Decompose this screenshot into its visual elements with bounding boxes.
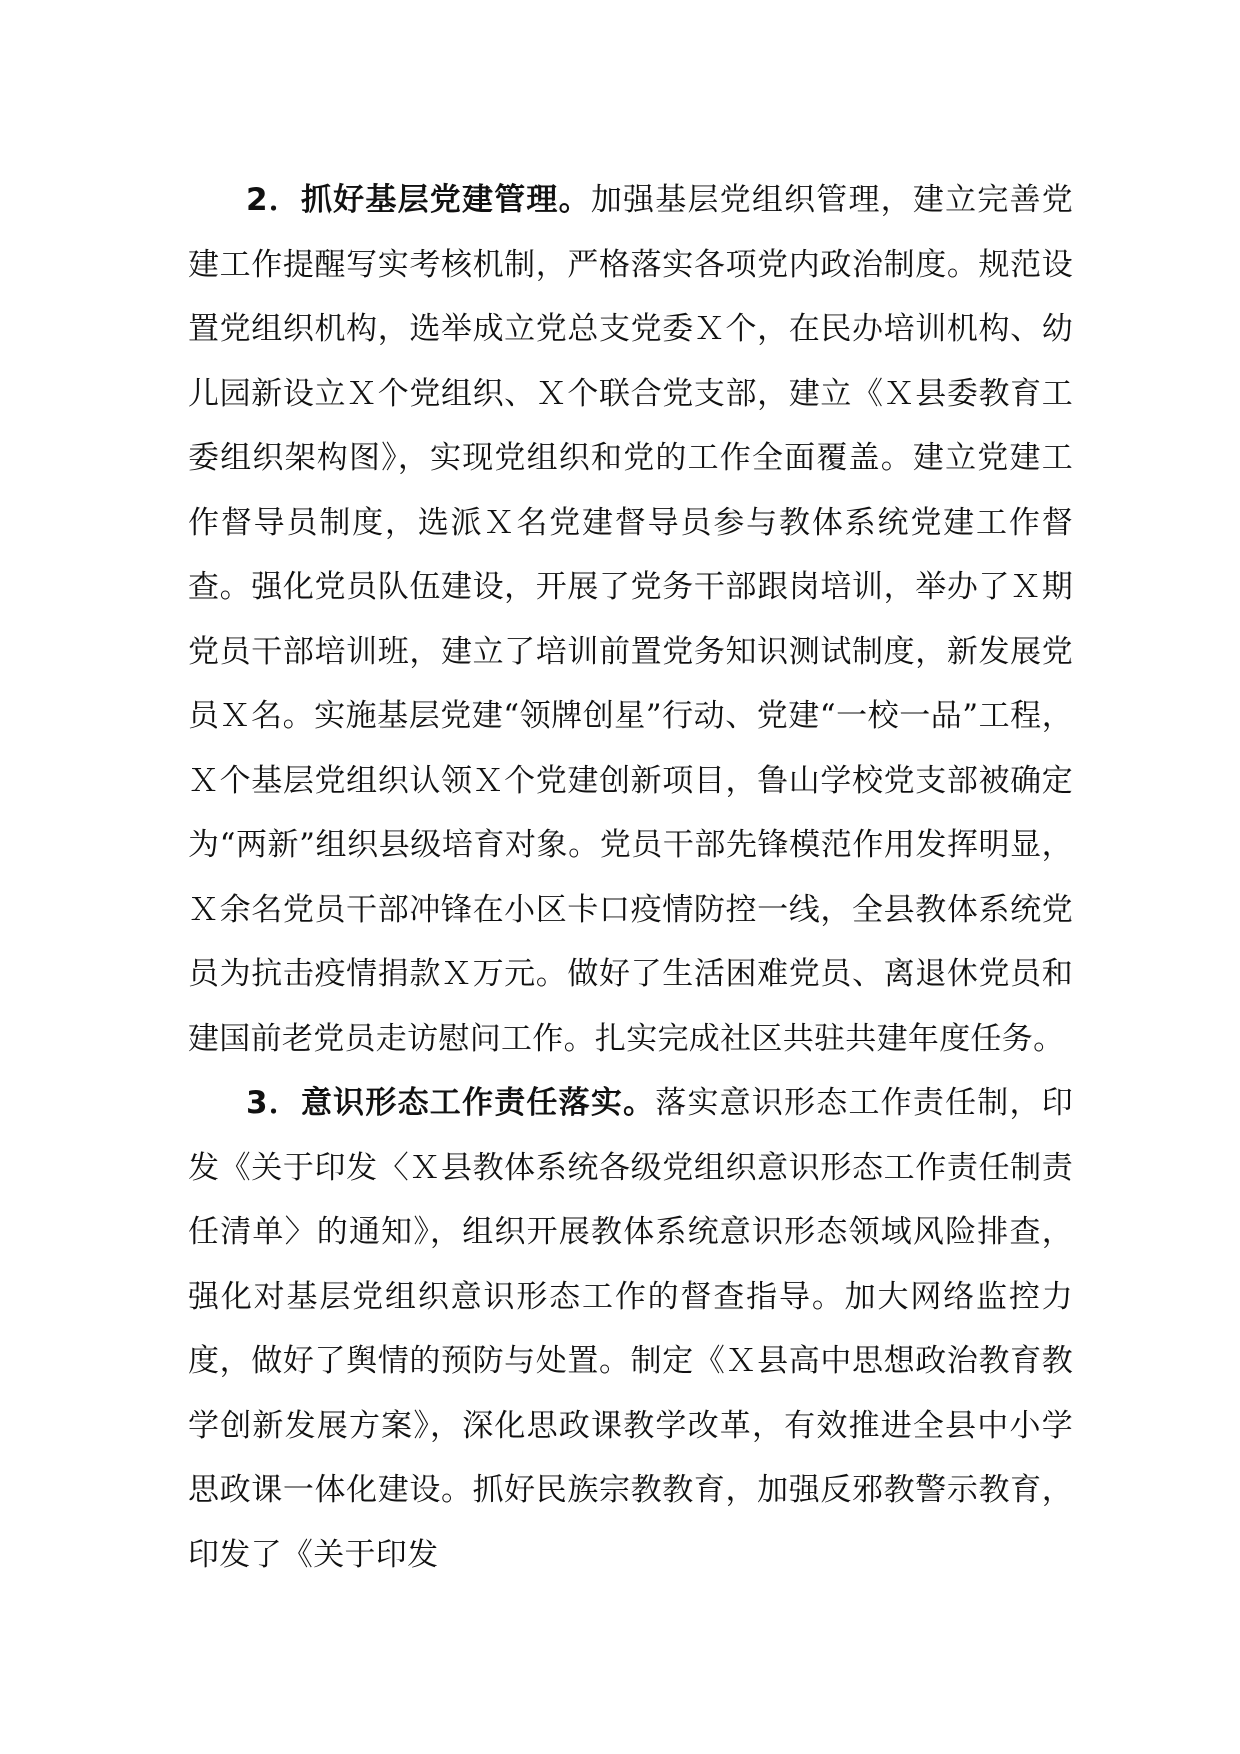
section-text-3: 落实意识形态工作责任制，印发《关于印发〈Ｘ县教体系统各级党组织意识形态工作责任制责任清单〉的通知》，组织开展教体系统意识形态领域风险排查，强化对基层党组织意识形态工作的督查指导。加大网络监控力度，做好了舆情的预防与处置。制定《Ｘ县高中思想政治教育教学创新发展方案》，深化思政课教学改革，有效推进全县中小学思政课一体化建设。抓好民族宗教教育，加强反邪教警示教育，印发了《关于印发 xyxy=(188,1085,1073,1573)
section-heading-3: 3．意识形态工作责任落实。 xyxy=(246,1085,656,1121)
section-text-2: 加强基层党组织管理，建立完善党建工作提醒写实考核机制，严格落实各项党内政治制度。规范设置党组织机构，选举成立党总支党委Ｘ个，在民办培训机构、幼儿园新设立Ｘ个党组织、Ｘ个联合党支部，建立《Ｘ县委教育工委组织架构图》，实现党组织和党的工作全面覆盖。建立党建工作督导员制度，选派Ｘ名党建督导员参与教体系统党建工作督查。强化党员队伍建设，开展了党务干部跟岗培训，举办了Ｘ期党员干部培训班，建立了培训前置党务知识测试制度，新发展党员Ｘ名。实施基层党建“领牌创星”行动、党建“一校一品”工程，Ｘ个基层党组织认领Ｘ个党建创新项目，鲁山学校党支部被确定为“两新”组织县级培育对象。党员干部先锋模范作用发挥明显，Ｘ余名党员干部冲锋在小区卡口疫情防控一线，全县教体系统党员为抗击疫情捐款Ｘ万元。做好了生活困难党员、离退休党员和建国前老党员走访慰问工作。扎实完成社区共驻共建年度任务。 xyxy=(188,182,1073,1057)
section-heading-2: 2．抓好基层党建管理。 xyxy=(246,182,591,218)
section-paragraph-2 xyxy=(188,168,1073,1071)
document-body xyxy=(188,168,1073,1587)
section-paragraph-3 xyxy=(188,1071,1073,1587)
